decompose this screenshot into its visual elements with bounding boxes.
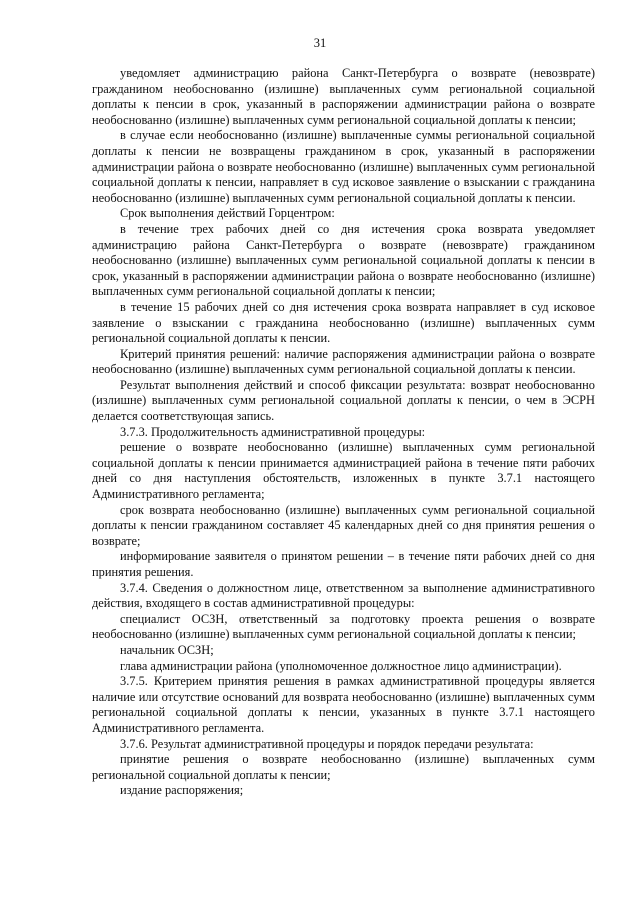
paragraph: в течение 15 рабочих дней со дня истечения срока возврата направляет в суд исковое заявление о взыскании с гражданина необоснованно (излишне) выплаченных сумм региональной социальной доплаты к пенсии.	[92, 299, 595, 346]
section-heading: 3.7.3. Продолжительность административной процедуры:	[120, 424, 426, 439]
section-heading: 3.7.6. Результат административной процедуры и порядок передачи результата:	[120, 736, 534, 751]
page-number: 31	[313, 36, 327, 50]
paragraph: Критерий принятия решений: наличие распоряжения администрации района о возврате необоснованно (излишне) выплаченных сумм региональной социальной доплаты к пенсии.	[92, 346, 595, 377]
paragraph: в случае если необоснованно (излишне) выплаченные суммы региональной социальной доплаты к пенсии не возвращены гражданином в срок, указанный в распоряжении администрации района о возврате необоснованно (излишне) выплаченных сумм региональной социальной доплаты к пенсии, направляет в суд исковое заявление о взыскании с гражданина необоснованно (излишне) выплаченных сумм региональной социальной доплаты к пенсии.	[92, 128, 595, 205]
paragraph: издание распоряжения;	[120, 783, 244, 798]
paragraph: специалист ОСЗН, ответственный за подготовку проекта решения о возврате необоснованно (излишне) выплаченных сумм региональной социальной доплаты к пенсии;	[92, 611, 595, 642]
paragraph: решение о возврате необоснованно (излишне) выплаченных сумм региональной социальной доплаты к пенсии принимается администрацией района в течение пяти рабочих дней со дня наступления обстоятельств, изложенных в пункте 3.7.1 настоящего Административного регламента;	[92, 440, 595, 502]
paragraph: глава администрации района (уполномоченное должностное лицо администрации).	[120, 658, 562, 673]
section-heading: 3.7.5. Критерием принятия решения в рамках административной процедуры является наличие или отсутствие оснований для возврата необоснованно (излишне) выплаченных сумм региональной социальной доплаты к пенсии, указанных в пункте 3.7.1 настоящего Административного регламента.	[92, 674, 595, 735]
paragraph: начальник ОСЗН;	[120, 642, 214, 657]
paragraph: срок возврата необоснованно (излишне) выплаченных сумм региональной социальной доплаты к пенсии гражданином составляет 45 календарных дней со дня принятия решения о возврате;	[92, 502, 595, 548]
section-heading: 3.7.4. Сведения о должностном лице, ответственном за выполнение административного действия, входящего в состав административной процедуры:	[92, 580, 595, 611]
paragraph: в течение трех рабочих дней со дня истечения срока возврата уведомляет администрацию района Санкт-Петербурга о возврате (невозврате) гражданином необоснованно (излишне) выплаченных сумм региональной социальной доплаты к пенсии в срок, указанный в распоряжении администрации района о возврате необоснованно (излишне) выплаченных сумм региональной социальной доплаты к пенсии;	[92, 221, 595, 299]
paragraph: Срок выполнения действий Горцентром:	[120, 206, 335, 221]
paragraph: уведомляет администрацию района Санкт-Петербурга о возврате (невозврате) гражданином необоснованно (излишне) выплаченных сумм региональной социальной доплаты к пенсии в срок, указанный в распоряжении администрации района о возврате необоснованно (излишне) выплаченных сумм региональной социальной доплаты к пенсии;	[92, 66, 595, 127]
paragraph: информирование заявителя о принятом решении – в течение пяти рабочих дней со дня принятия решения.	[92, 549, 595, 579]
paragraph: Результат выполнения действий и способ фиксации результата: возврат необоснованно (излишне) выплаченных сумм региональной социальной доплаты к пенсии, о чем в ЭСРН делается соответствующая запись.	[92, 377, 595, 424]
paragraph: принятие решения о возврате необоснованно (излишне) выплаченных сумм региональной социальной доплаты к пенсии;	[92, 752, 595, 782]
document-body	[92, 66, 595, 799]
